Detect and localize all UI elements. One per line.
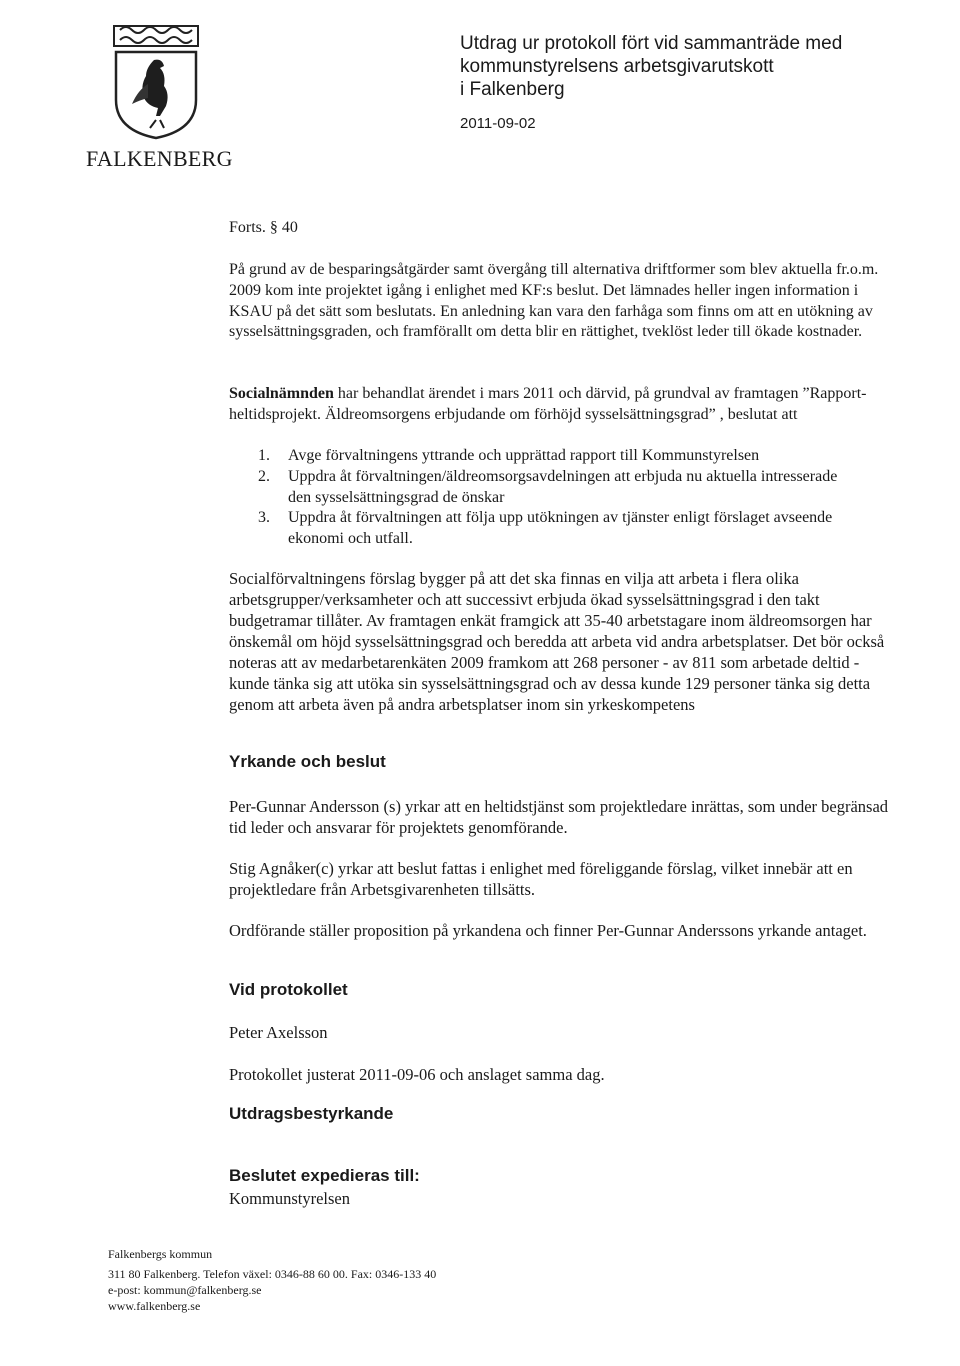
dispatched-recipient: Kommunstyrelsen — [229, 1189, 350, 1208]
footer-line: 311 80 Falkenberg. Telefon växel: 0346-88 60 00. Fax: 0346-133 40 — [108, 1267, 437, 1281]
footer-email: e-post: kommun@falkenberg.se — [108, 1283, 262, 1297]
footer-contact — [108, 1246, 436, 1314]
footer-website: www.falkenberg.se — [108, 1299, 201, 1313]
header-title-line: kommunstyrelsens arbetsgivarutskott — [460, 56, 774, 77]
paragraph-text: har behandlat ärendet i mars 2011 och därvid, på grundval av framtagen ”Rapport- heltidsprojekt. Äldreomsorgens erbjudande om förhöjd sysselsättningsgrad” , beslutat att — [229, 385, 867, 423]
justification-note: Protokollet justerat 2011-09-06 och anslaget samma dag. — [229, 1065, 605, 1084]
heading-dispatched-to: Beslutet expedieras till: — [229, 1166, 420, 1185]
heading-certified-extract: Utdragsbestyrkande — [229, 1104, 394, 1123]
section-reference: Forts. § 40 — [229, 219, 298, 236]
header-title-line: i Falkenberg — [460, 79, 565, 100]
list-item — [258, 446, 858, 467]
list-item-text: Uppdra åt förvaltningen att följa upp utökningen av tjänster enligt förslaget avseende ekonomi och utfall. — [288, 509, 833, 548]
list-item — [258, 508, 858, 550]
list-item-text: Avge förvaltningens yttrande och upprättad rapport till Kommunstyrelsen — [288, 447, 760, 464]
paragraph-social-committee — [229, 384, 889, 426]
secretary-name: Peter Axelsson — [229, 1023, 328, 1042]
paragraph-motion-2: Stig Agnåker(c) yrkar att beslut fattas i enlighet med föreliggande förslag, vilket innebär att en projektledare från Arbetsgivarenheten tillsätts. — [229, 859, 853, 899]
list-item-number: 2. — [258, 467, 270, 485]
falkenberg-coat-of-arms-icon — [108, 22, 204, 140]
footer-line: Falkenbergs kommun — [108, 1247, 213, 1261]
meeting-date: 2011-09-02 — [460, 115, 536, 132]
list-item — [258, 467, 858, 509]
heading-yrkande: Yrkande och beslut — [229, 752, 386, 771]
list-item-number: 3. — [258, 509, 270, 527]
header-title-line: Utdrag ur protokoll fört vid sammanträde med — [460, 33, 843, 54]
paragraph-proposal: Socialförvaltningens förslag bygger på att det ska finnas en vilja att arbeta i flera olika arbetsgrupper/verksamheter och att successivt erbjuda ökad sysselsättningsgrad i den takt budgetramar tillåter. Av framtagen enkät framgick att 35-40 arbetstagare inom äldreomsorgen har önskemål om höjd sysselsättningsgrad och beredda att arbeta vid andra arbetsplatser. Det bör också noteras att av medarbetarenkäten 2009 framkom att 268 personer - av 811 som arbetade deltid - kunde tänka sig att utöka sin sysselsättningsgrad och av dessa kunde 129 personer tänka sig detta genom att arbeta även på andra arbetsplatser inom sin yrkeskompetens — [229, 569, 885, 714]
document-header — [460, 32, 842, 132]
paragraph-proposition: Ordförande ställer proposition på yrkandena och finner Per-Gunnar Anderssons yrkande antaget. — [229, 921, 867, 940]
list-item-number: 1. — [258, 447, 270, 464]
paragraph-motion-1: Per-Gunnar Andersson (s) yrkar att en heltidstjänst som projektledare inrättas, som under begränsad tid leder och ansvarar för projektets genomförande. — [229, 797, 889, 837]
social-committee-label: Socialnämnden — [229, 385, 334, 402]
list-item-text: Uppdra åt förvaltningen/äldreomsorgsavdelningen att erbjuda nu aktuella intresserade den sysselsättningsgrad de önskar — [288, 467, 838, 506]
municipality-name: FALKENBERG — [86, 146, 233, 171]
heading-protocol: Vid protokollet — [229, 980, 348, 999]
decision-list — [258, 446, 858, 550]
paragraph-background: På grund av de besparingsåtgärder samt övergång till alternativa driftformer som blev aktuella fr.o.m. 2009 kom inte projektet igång i enlighet med KF:s beslut. Det lämnades heller ingen information i KSAU på det sätt som beslutats. En anledning kan vara den farhåga som finns om att en utökning av sysselsättningsgraden, och framförallt om detta blir en rättighet, tveklöst leder till ökade kostnader. — [229, 261, 879, 341]
